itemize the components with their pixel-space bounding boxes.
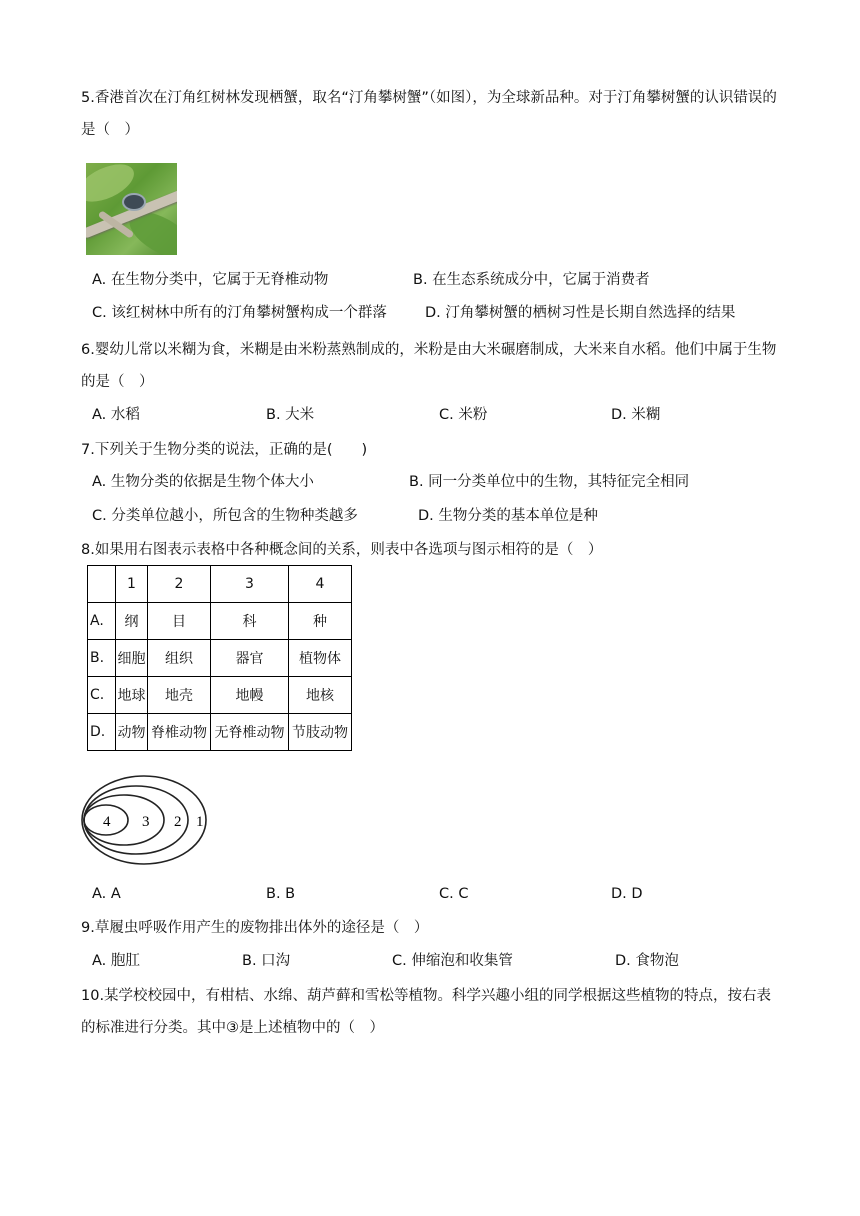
table-cell: 纲: [116, 603, 148, 640]
table-cell: 无脊椎动物: [211, 714, 289, 751]
table-cell: B.: [88, 640, 116, 677]
ellipse-3: [84, 795, 164, 845]
table-cell: D.: [88, 714, 116, 751]
question-5-stem: 5.香港首次在汀角红树林发现栖蟹，取名“汀角攀树蟹”（如图），为全球新品种。对于汀角攀树蟹的认识错误的是（ ）: [81, 90, 777, 138]
q5-option-d[interactable]: D. 汀角攀树蟹的栖树习性是长期自然选择的结果: [425, 305, 736, 321]
table-row: [88, 640, 352, 677]
diagram-label-2: 2: [174, 814, 182, 830]
table-cell: 植物体: [289, 640, 352, 677]
q7-option-d[interactable]: D. 生物分类的基本单位是种: [418, 508, 598, 524]
q8-option-a[interactable]: A. A: [92, 886, 121, 902]
table-row: [88, 714, 352, 751]
q9-option-d[interactable]: D. 食物泡: [615, 953, 679, 969]
table-cell: A.: [88, 603, 116, 640]
q7-option-a[interactable]: A. 生物分类的依据是生物个体大小: [92, 474, 314, 490]
q6-option-c[interactable]: C. 米粉: [439, 407, 488, 423]
crab-photo: [86, 163, 177, 255]
q6-option-a[interactable]: A. 水稻: [92, 407, 140, 423]
table-cell: 地球: [116, 677, 148, 714]
table-cell: 动物: [116, 714, 148, 751]
table-cell: 种: [289, 603, 352, 640]
nested-ellipse-diagram: [80, 772, 212, 868]
table-row: [88, 677, 352, 714]
q6-option-b[interactable]: B. 大米: [266, 407, 315, 423]
crab-icon: [122, 193, 146, 211]
q8-option-b[interactable]: B. B: [266, 886, 296, 902]
table-header-row: [88, 566, 352, 603]
table-cell: 科: [211, 603, 289, 640]
diagram-label-4: 4: [103, 814, 111, 830]
table-cell: 器官: [211, 640, 289, 677]
table-cell: 地核: [289, 677, 352, 714]
table-cell: 地幔: [211, 677, 289, 714]
table-cell: [88, 566, 116, 603]
q9-option-c[interactable]: C. 伸缩泡和收集管: [392, 953, 513, 969]
question-10-stem: 10.某学校校园中，有柑桔、水绵、葫芦藓和雪松等植物。科学兴趣小组的同学根据这些植物的特点，按右表的标准进行分类。其中③是上述植物中的（ ）: [81, 988, 772, 1036]
q6-option-d[interactable]: D. 米糊: [611, 407, 661, 423]
q9-option-a[interactable]: A. 胞肛: [92, 953, 140, 969]
table-cell: 2: [148, 566, 211, 603]
diagram-label-3: 3: [142, 814, 150, 830]
q5-option-b[interactable]: B. 在生态系统成分中，它属于消费者: [413, 272, 650, 288]
concept-table: [87, 565, 352, 751]
table-row: [88, 603, 352, 640]
table-cell: 目: [148, 603, 211, 640]
q9-option-b[interactable]: B. 口沟: [242, 953, 291, 969]
table-cell: C.: [88, 677, 116, 714]
table-cell: 脊椎动物: [148, 714, 211, 751]
question-8-stem: 8.如果用右图表示表格中各种概念间的关系，则表中各选项与图示相符的是（ ）: [81, 542, 603, 558]
q7-option-c[interactable]: C. 分类单位越小，所包含的生物种类越多: [92, 508, 358, 524]
q5-option-c[interactable]: C. 该红树林中所有的汀角攀树蟹构成一个群落: [92, 305, 387, 321]
table-cell: 组织: [148, 640, 211, 677]
table-cell: 1: [116, 566, 148, 603]
q5-option-a[interactable]: A. 在生物分类中，它属于无脊椎动物: [92, 272, 329, 288]
table-cell: 地壳: [148, 677, 211, 714]
table-cell: 细胞: [116, 640, 148, 677]
table-cell: 4: [289, 566, 352, 603]
q8-option-d[interactable]: D. D: [611, 886, 643, 902]
diagram-label-1: 1: [196, 814, 204, 830]
q8-option-c[interactable]: C. C: [439, 886, 469, 902]
question-7-stem: 7.下列关于生物分类的说法，正确的是( ): [81, 442, 368, 458]
table-cell: 3: [211, 566, 289, 603]
q7-option-b[interactable]: B. 同一分类单位中的生物，其特征完全相同: [409, 474, 690, 490]
table-cell: 节肢动物: [289, 714, 352, 751]
question-6-stem: 6.婴幼儿常以米糊为食，米糊是由米粉蒸熟制成的，米粉是由大米碾磨制成，大米来自水稻。他们中属于生物的是（ ）: [81, 342, 777, 390]
question-9-stem: 9.草履虫呼吸作用产生的废物排出体外的途径是（ ）: [81, 920, 429, 936]
